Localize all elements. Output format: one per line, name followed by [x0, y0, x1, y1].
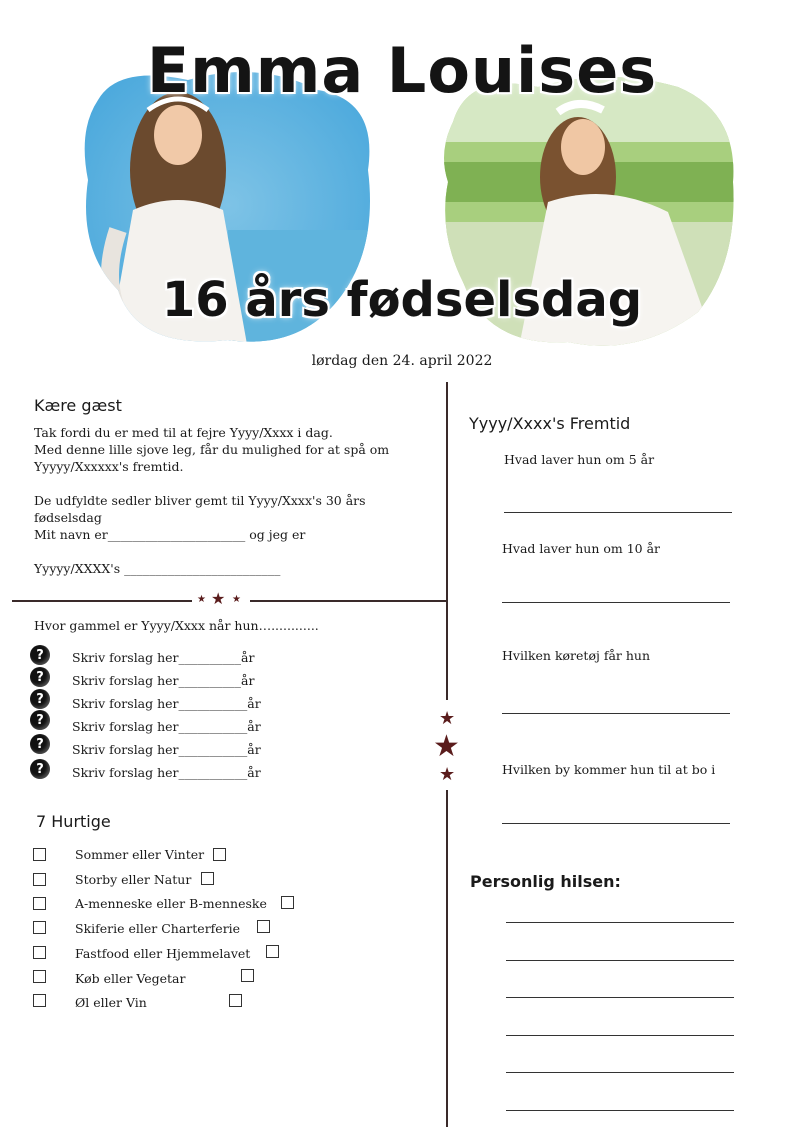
- checkbox-right[interactable]: [266, 945, 279, 958]
- age-guess-field[interactable]: Skriv forslag her___________år: [72, 742, 261, 757]
- greeting-heading: Personlig hilsen:: [470, 872, 621, 891]
- small-star-icon: ★: [439, 708, 456, 729]
- answer-line[interactable]: [502, 713, 730, 714]
- age-guess-field[interactable]: Skriv forslag her__________år: [72, 650, 255, 665]
- large-star-icon: ★: [433, 729, 460, 764]
- quick-option: Skiferie eller Charterferie: [75, 921, 241, 936]
- checkbox-left[interactable]: [33, 848, 46, 861]
- checkbox-left[interactable]: [33, 921, 46, 934]
- greeting-line[interactable]: [506, 960, 734, 961]
- answer-line[interactable]: [504, 512, 732, 513]
- greeting-line[interactable]: [506, 1072, 734, 1073]
- quick-option: Øl eller Vin: [75, 995, 147, 1010]
- relation-line[interactable]: Yyyyy/XXXX's _________________________: [34, 561, 281, 576]
- quick-option: Storby eller Natur: [75, 872, 192, 887]
- checkbox-right[interactable]: [257, 920, 270, 933]
- question-icon: ?: [30, 667, 50, 687]
- checkbox-left[interactable]: [33, 946, 46, 959]
- age-question: Hvor gammel er Yyyy/Xxxx når hun…............: [34, 618, 319, 633]
- question-icon: ?: [30, 689, 50, 709]
- checkbox-right[interactable]: [201, 872, 214, 885]
- small-star-icon: ★: [439, 764, 456, 785]
- quick-option: Fastfood eller Hjemmelavet: [75, 946, 251, 961]
- checkbox-right[interactable]: [241, 969, 254, 982]
- greeting-line[interactable]: [506, 997, 734, 998]
- checkbox-left[interactable]: [33, 970, 46, 983]
- question-icon: ?: [30, 734, 50, 754]
- future-heading: Yyyy/Xxxx's Fremtid: [469, 414, 631, 433]
- greeting-line[interactable]: [506, 922, 734, 923]
- age-guess-field[interactable]: Skriv forslag her___________år: [72, 719, 261, 734]
- greeting-line[interactable]: [506, 1110, 734, 1111]
- quick-option: Sommer eller Vinter: [75, 847, 205, 862]
- horizontal-divider-left: [12, 600, 192, 602]
- quick-option: A-menneske eller B-menneske: [75, 896, 267, 911]
- name-line[interactable]: Mit navn er______________________ og jeg er: [34, 527, 306, 542]
- age-guess-field[interactable]: Skriv forslag her___________år: [72, 765, 261, 780]
- intro-heading: Kære gæst: [34, 396, 122, 415]
- checkbox-right[interactable]: [229, 994, 242, 1007]
- tiny-star-icon: ★: [197, 594, 206, 605]
- answer-line[interactable]: [502, 602, 730, 603]
- answer-line[interactable]: [502, 823, 730, 824]
- age-guess-field[interactable]: Skriv forslag her__________år: [72, 673, 255, 688]
- quick-heading: 7 Hurtige: [36, 812, 111, 831]
- age-guess-field[interactable]: Skriv forslag her___________år: [72, 696, 261, 711]
- occasion-title: 16 års fødselsdag: [161, 272, 643, 328]
- greeting-line[interactable]: [506, 1035, 734, 1036]
- checkbox-left[interactable]: [33, 897, 46, 910]
- future-question: Hvilken køretøj får hun: [502, 648, 651, 663]
- star-icon: ★: [211, 589, 226, 608]
- intro-text: Tak fordi du er med til at fejre Yyyy/Xxxx i dag. Med denne lille sjove leg, får du mulighed for at spå om Yyyyy/Xxxxxx's fremtid. De udfyldte sedler bliver gemt til Yyyy/Xxxx's 30 års fødselsdag Mit navn er______________________ og jeg er Yyyyy/XXXX's _________________________: [34, 425, 390, 576]
- tiny-star-icon: ★: [232, 594, 241, 605]
- checkbox-left[interactable]: [33, 994, 46, 1007]
- event-date: lørdag den 24. april 2022: [311, 353, 493, 369]
- checkbox-right[interactable]: [281, 896, 294, 909]
- quick-option: Køb eller Vegetar: [75, 971, 186, 986]
- future-question: Hvilken by kommer hun til at bo i: [502, 762, 716, 777]
- celebrant-name: Emma Louises: [146, 34, 658, 107]
- question-icon: ?: [30, 645, 50, 665]
- future-question: Hvad laver hun om 5 år: [504, 452, 655, 467]
- question-icon: ?: [30, 759, 50, 779]
- future-question: Hvad laver hun om 10 år: [502, 541, 661, 556]
- horizontal-divider-right: [250, 600, 446, 602]
- question-icon: ?: [30, 710, 50, 730]
- checkbox-left[interactable]: [33, 873, 46, 886]
- checkbox-right[interactable]: [213, 848, 226, 861]
